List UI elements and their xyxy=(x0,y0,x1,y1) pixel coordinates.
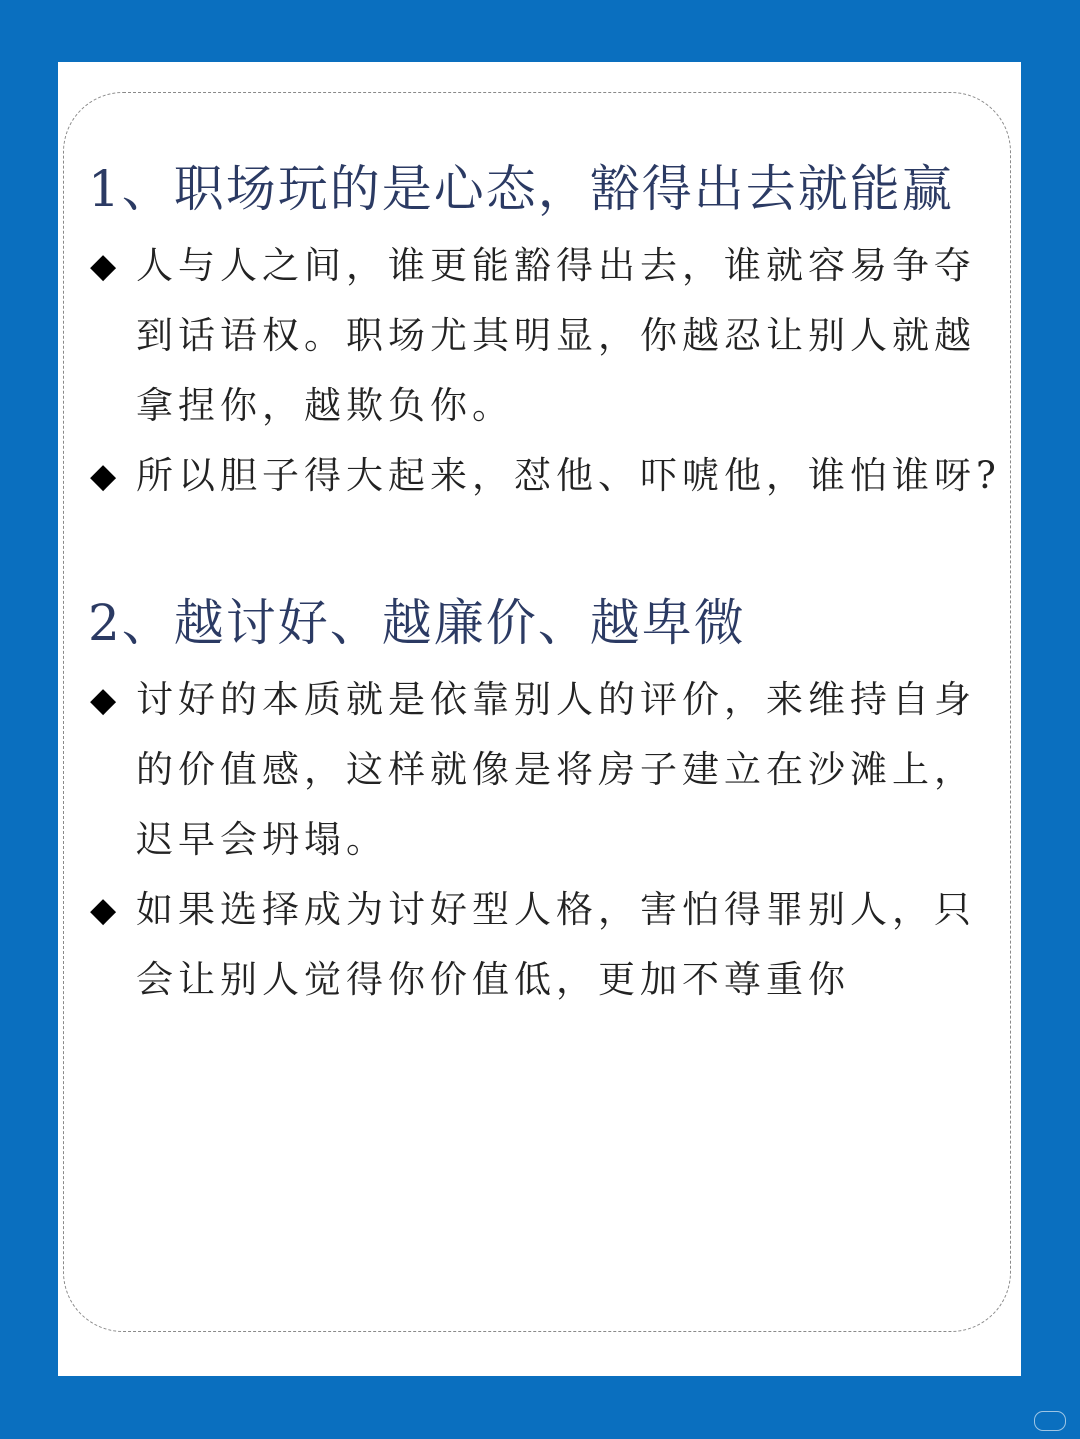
bullet-text: 讨好的本质就是依靠别人的评价，来维持自身的价值感，这样就像是将房子建立在沙滩上，迟早会坍塌。 xyxy=(136,678,976,861)
bullet-list xyxy=(88,231,1008,511)
diamond-bullet-icon: ◆ xyxy=(90,246,117,286)
bullet-item xyxy=(88,665,1008,875)
bullet-list xyxy=(88,665,1008,1015)
section-title: 1、职场玩的是心态，豁得出去就能赢 xyxy=(88,160,954,218)
section-title: 2、越讨好、越廉价、越卑微 xyxy=(88,594,746,652)
diamond-bullet-icon: ◆ xyxy=(90,680,117,720)
diamond-bullet-icon: ◆ xyxy=(90,890,117,930)
content-area xyxy=(88,157,1008,1015)
watermark-logo-icon xyxy=(1034,1411,1066,1431)
bullet-item xyxy=(88,231,1008,441)
bullet-item xyxy=(88,441,1008,511)
section-1 xyxy=(88,157,1008,511)
bullet-text: 人与人之间，谁更能豁得出去，谁就容易争夺到话语权。职场尤其明显，你越忍让别人就越拿捏你，越欺负你。 xyxy=(136,244,976,427)
bullet-text: 如果选择成为讨好型人格，害怕得罪别人，只会让别人觉得你价值低，更加不尊重你 xyxy=(136,888,976,1001)
bullet-item xyxy=(88,875,1008,1015)
section-2 xyxy=(88,591,1008,1015)
bullet-text: 所以胆子得大起来，怼他、吓唬他，谁怕谁呀? xyxy=(136,454,1001,497)
content-card xyxy=(58,62,1021,1376)
diamond-bullet-icon: ◆ xyxy=(90,456,117,496)
